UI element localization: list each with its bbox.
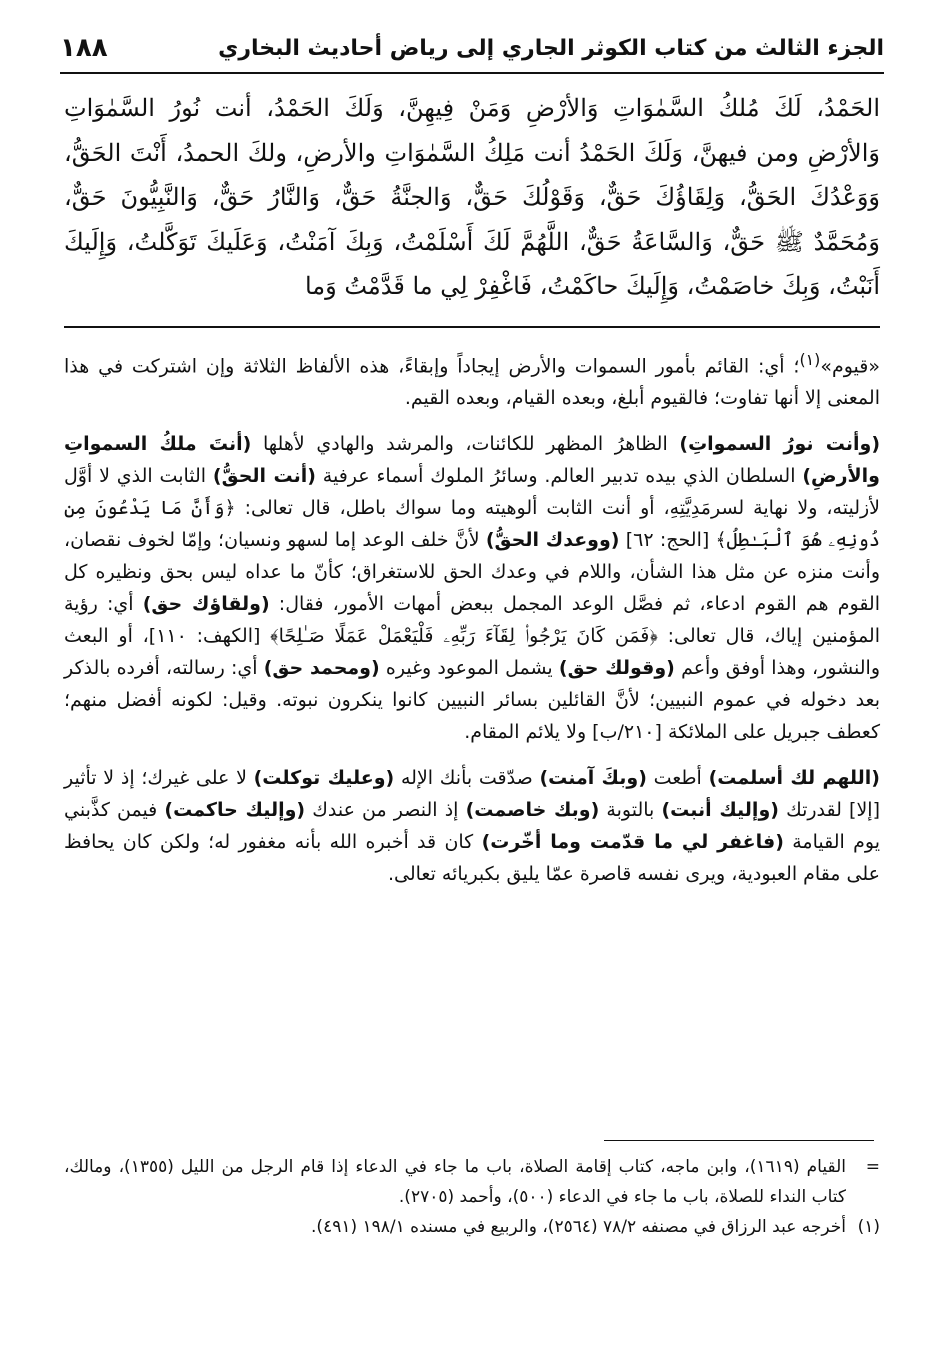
commentary	[64, 344, 880, 904]
matn-divider	[64, 326, 880, 328]
commentary-text: [الكهف: ١١٠]، أو البعث والنشور، وهذا أوفق وأعم	[64, 625, 880, 680]
lemma: (اللهم لك أسلمت)	[708, 767, 880, 790]
page-number: ١٨٨	[60, 33, 108, 63]
commentary-text: أي: رؤية المؤمنين إياك، قال تعالى:	[64, 593, 880, 648]
commentary-text: أي: رسالته، أفرده بالذكر بعد دخوله في عموم النبيين؛ لأنَّ القائلين بسائر النبيين كانوا ينكرون نبوته. وقيل: لكونه أفضل منهم؛ كعطف جبريل على الملائكة [٢١٠/ب] ولا يلائم المقام.	[64, 657, 880, 744]
footnote-divider	[604, 1140, 874, 1141]
footnote-mark: (١)	[857, 1217, 880, 1237]
lemma: (ولقاؤك حق)	[142, 593, 270, 616]
commentary-paragraph-2	[64, 428, 880, 748]
lemma: (وعليك توكلت)	[253, 767, 395, 790]
commentary-text: كان قد أخبره الله بأنه مغفور له؛ ولكن كان يحافظ على مقام العبودية، ويرى نفسه قاصرة عمّا يليق بكبريائه تعالى.	[64, 831, 880, 886]
lemma: (وقولك حق)	[558, 657, 675, 680]
commentary-text: بالتوبة	[599, 799, 662, 822]
footnote-ref: (١)	[799, 350, 821, 369]
lemma: (وبك خاصمت)	[465, 799, 600, 822]
lemma: (وبكَ آمنت)	[539, 767, 647, 790]
lemma: (أنت الحقُّ)	[212, 465, 316, 488]
commentary-text: الثابت الذي لا أوَّل لأزليته، ولا نهاية لسرمَدِيَّتِهِ، أو أنت الثابت ألوهيته وما سواك باطل، قال تعالى:	[64, 465, 880, 520]
footnotes	[64, 1152, 880, 1242]
lemma: (وإليك أنبت)	[661, 799, 779, 822]
running-title: الجزء الثالث من كتاب الكوثر الجاري إلى رياض أحاديث البخاري	[218, 35, 884, 61]
commentary-paragraph-1	[64, 344, 880, 414]
commentary-text: أطعت	[646, 767, 709, 790]
commentary-text: فيمن كذَّبني يوم القيامة	[64, 799, 880, 854]
lemma: (ووعدك الحقُّ)	[485, 529, 620, 552]
footnote-mark: =	[865, 1157, 880, 1177]
lemma: (فاغفر لي ما قدّمت وما أخّرت)	[481, 831, 784, 854]
commentary-text: صدّقت بأنك الإله	[394, 767, 540, 790]
hadith-paragraph: الحَمْدُ، لَكَ مُلكُ السَّمٰوَاتِ وَالأرْضِ وَمَنْ فِيهِنَّ، وَلَكَ الحَمْدُ، أنت نُورُ السَّمٰوَاتِ وَالأرْضِ ومن فيهنَّ، وَلَكَ الحَمْدُ أنت مَلِكُ السَّمٰوَاتِ والأرضِ، ولكَ الحمدُ، أَنْتَ الحَقُّ، وَوَعْدُكَ الحَقُّ، وَلِقَاؤُكَ حَقٌّ، وَقَوْلُكَ حَقٌّ، وَالجنَّةُ حَقٌّ، وَالنَّارُ حَقٌّ، وَالنَّبِيُّونَ حَقٌّ، وَمُحَمَّدٌ ﷺ حَقٌّ، وَالسَّاعَةُ حَقٌّ، اللَّهُمَّ لَكَ أَسْلَمْتُ، وَبِكَ آمَنْتُ، وَعَلَيكَ تَوَكَّلتُ، وَإِلَيكَ أَنَبْتُ، وَبِكَ خاصَمْتُ، وَإِلَيكَ حاكَمْتُ، فَاغْفِرْ لِي ما قَدَّمْتُ وَما	[64, 94, 880, 300]
commentary-paragraph-3	[64, 762, 880, 890]
commentary-text: إذ النصر من عندك	[305, 799, 466, 822]
lemma: (وأنت نورُ السمواتِ)	[679, 433, 881, 456]
commentary-text: السلطان الذي بيده تدبير العالم. وسائرُ الملوك أسماء عرفية	[315, 465, 803, 488]
commentary-text: لأنَّ خلف الوعد إما لسهو ونسيان؛ وإمّا لخوف نقصان، وأنت منزه عن مثل هذا الشأن، واللام في وعدك الحق للاستغراق؛ كأنّ ما عداه ليس بحق ونظيره كل القوم هم القوم ادعاء، ثم فصَّل الوعد المجمل ببعض أمهات الأمور، فقال:	[64, 529, 881, 616]
commentary-text: الظاهرُ المظهر للكائنات، والمرشد والهادي لأهلها	[251, 433, 680, 456]
lemma: (ومحمد حق)	[263, 657, 380, 680]
page-header	[60, 24, 884, 74]
commentary-text: يشمل الموعود وغيره	[379, 657, 559, 680]
commentary-text: ؛ أي: القائم بأمور السموات والأرض إيجاداً وإبقاءً، هذه الألفاظ الثلاثة وإن اشتركت في هذا المعنى إلا أنها تفاوت؛ فالقيوم أبلغ، وبعده القيام، وبعده القيم.	[64, 355, 880, 410]
footnote-text: القيام (١٦١٩)، وابن ماجه، كتاب إقامة الصلاة، باب ما جاء في الدعاء إذا قام الرجل من الليل (١٣٥٥)، ومالك، كتاب النداء للصلاة، باب ما جاء في الدعاء (٥٠٠)، وأحمد (٢٧٠٥).	[64, 1157, 846, 1207]
lemma: (وإليك حاكمت)	[164, 799, 306, 822]
footnote-item	[64, 1212, 880, 1242]
commentary-text: لا على غيرك؛ إذ لا تأثير [إلا] لقدرتك	[64, 767, 880, 822]
footnote-text: أخرجه عبد الرزاق في مصنفه ٧٨/٢ (٢٥٦٤)، والربيع في مسنده ١٩٨/١ (٤٩١).	[311, 1217, 846, 1237]
quran-quote: ﴿فَمَن كَانَ يَرْجُوا۟ لِقَآءَ رَبِّهِۦ فَلْيَعْمَلْ عَمَلًا صَـٰلِحًا﴾	[270, 625, 658, 648]
quran-quote: ﴿وَأَنَّ مَا يَدْعُونَ مِن دُونِهِۦ هُوَ ٱلْبَـٰطِلُ﴾	[64, 497, 881, 552]
term-qayyum: «قيوم»	[820, 355, 880, 378]
footnote-item	[64, 1152, 880, 1212]
lemma: (أنتَ ملكُ السمواتِ والأرضِ)	[64, 433, 880, 488]
commentary-text: [الحج: ٦٢]	[619, 529, 716, 552]
hadith-text	[64, 86, 880, 309]
